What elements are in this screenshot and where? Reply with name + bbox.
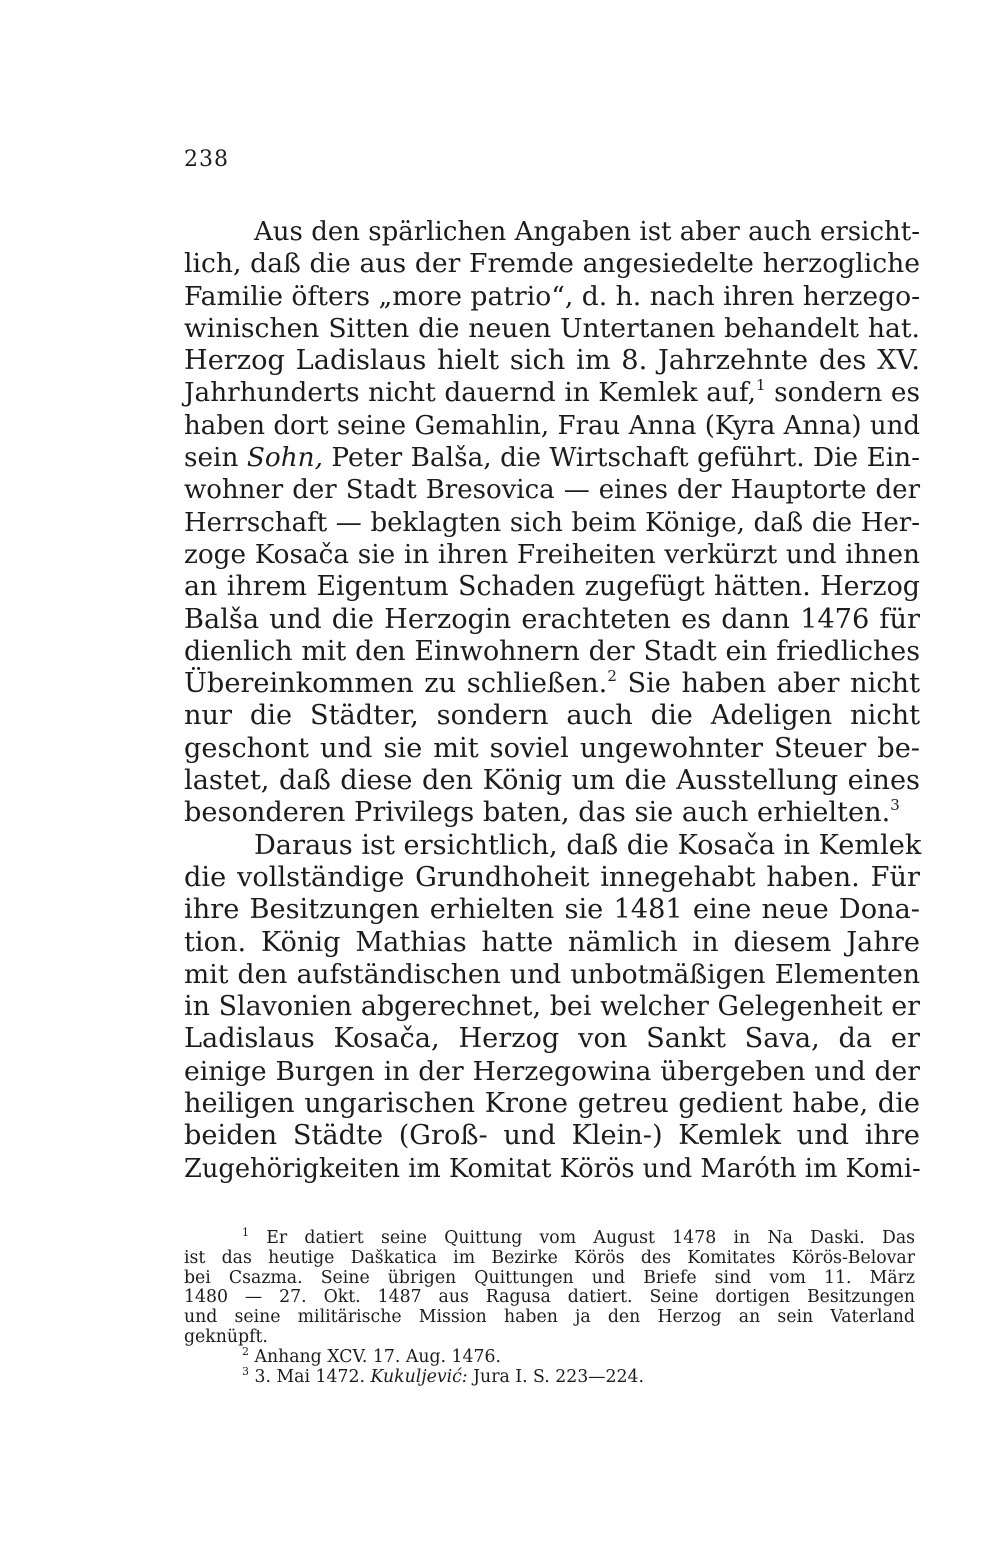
text-segment: Anhang XCV. 17. Aug. 1476. [249,1346,501,1367]
text-segment: Peter Balša, die Wirtschaft geführt. Die Ein- [322,443,920,474]
footnote-ref: 3 [890,796,900,815]
text-line: an ihrem Eigentum Schaden zugefügt hätten. Herzog [184,571,920,603]
text-segment: Sie haben aber nicht [616,668,920,700]
text-line: Familie öfters „more patrio“, d. h. nach ihren herzego- [184,280,921,312]
footnote-ref: 2 [607,667,617,686]
text-line: nur die Städter, sondern auch die Adeligen nicht [184,700,920,732]
footnote-line [184,1364,915,1388]
text-line: haben dort seine Gemahlin, Frau Anna (Kyra Anna) und [184,410,920,441]
main-text [184,216,920,1185]
footnote-line: 1480 — 27. Okt. 1487 aus Ragusa datiert. Seine dortigen Besitzungen [184,1287,915,1308]
text-line: Herrschaft — beklagten sich beim Könige, daß die Her- [184,507,920,538]
text-line: geschont und sie mit soviel ungewohnter Steuer be- [184,732,920,764]
text-segment: Er datiert seine Quittung vom August 1478 in Na Daski. Das [249,1228,915,1248]
text-line: Balša und die Herzogin erachteten es dann 1476 für [184,603,920,635]
text-line: mit den aufständischen und unbotmäßigen Elementen [184,958,920,990]
page-number: 238 [184,147,229,172]
footnotes [184,1226,915,1387]
text-segment: Jahrhunderts nicht dauernd in Kemlek auf, [184,378,756,409]
footnote-line [184,1226,915,1249]
footnote-line: ist das heutige Daškatica im Bezirke Körös des Komitates Körös-Belovar [184,1247,915,1268]
text-segment: 3. Mai 1472. [249,1366,371,1387]
text-segment: besonderen Privilegs baten, das sie auch erhielten. [184,797,891,829]
text-line: wohner der Stadt Bresovica — eines der Hauptorte der [184,475,920,506]
text-line: lastet, daß diese den König um die Ausstellung eines [184,765,920,797]
text-line: ihre Besitzungen erhielten sie 1481 eine neue Dona- [184,894,920,926]
text-line: beiden Städte (Groß- und Klein-) Kemlek und ihre [184,1120,920,1152]
footnote-number: 3 [242,1364,249,1378]
text-line [184,442,920,474]
text-segment: sein [184,443,247,474]
footnote-line: bei Csazma. Seine übrigen Quittungen und Briefe sind vom 11. März [184,1267,915,1288]
text-line: die vollständige Grundhoheit innegehabt haben. Für [184,861,920,893]
text-line [184,668,920,700]
text-line: Daraus ist ersichtlich, daß die Kosača in Kemlek [254,829,922,861]
text-segment: Jura I. S. 223—224. [467,1366,645,1387]
footnote-number: 2 [242,1344,249,1358]
footnote-line: und seine militärische Mission haben ja den Herzog an sein Vaterland [184,1307,915,1328]
text-line: in Slavonien abgerechnet, bei welcher Gelegenheit er [184,991,920,1023]
text-segment: sondern es [765,378,920,409]
text-line: Zugehörigkeiten im Komitat Körös und Maróth im Komi- [184,1153,921,1184]
footnote-number: 1 [242,1226,249,1239]
text-line: lich, daß die aus der Fremde angesiedelte herzogliche [184,248,920,280]
footnote-line [184,1344,915,1368]
text-line: Herzog Ladislaus hielt sich im 8. Jahrzehnte des XV. [184,345,920,377]
text-line: Ladislaus Kosača, Herzog von Sankt Sava, da er [184,1023,920,1055]
text-line: zoge Kosača sie in ihren Freiheiten verkürzt und ihnen [184,539,920,570]
text-line: einige Burgen in der Herzegowina übergeben und der [184,1055,920,1087]
text-segment: Übereinkommen zu schließen. [184,668,608,700]
italic-word: Sohn, [246,443,323,474]
text-line: Aus den spärlichen Angaben ist aber auch ersicht- [254,217,920,247]
text-line: winischen Sitten die neuen Untertanen behandelt hat. [184,312,920,344]
text-line: dienlich mit den Einwohnern der Stadt ein friedliches [184,635,920,667]
footnote-line: geknüpft. [184,1326,268,1347]
text-line: heiligen ungarischen Krone getreu gedient habe, die [184,1088,920,1120]
text-line [184,797,920,829]
italic-author: Kukuljević: [370,1366,468,1387]
text-line [184,377,920,409]
footnote-ref: 1 [756,376,766,395]
text-line: tion. König Mathias hatte nämlich in diesem Jahre [184,926,920,958]
